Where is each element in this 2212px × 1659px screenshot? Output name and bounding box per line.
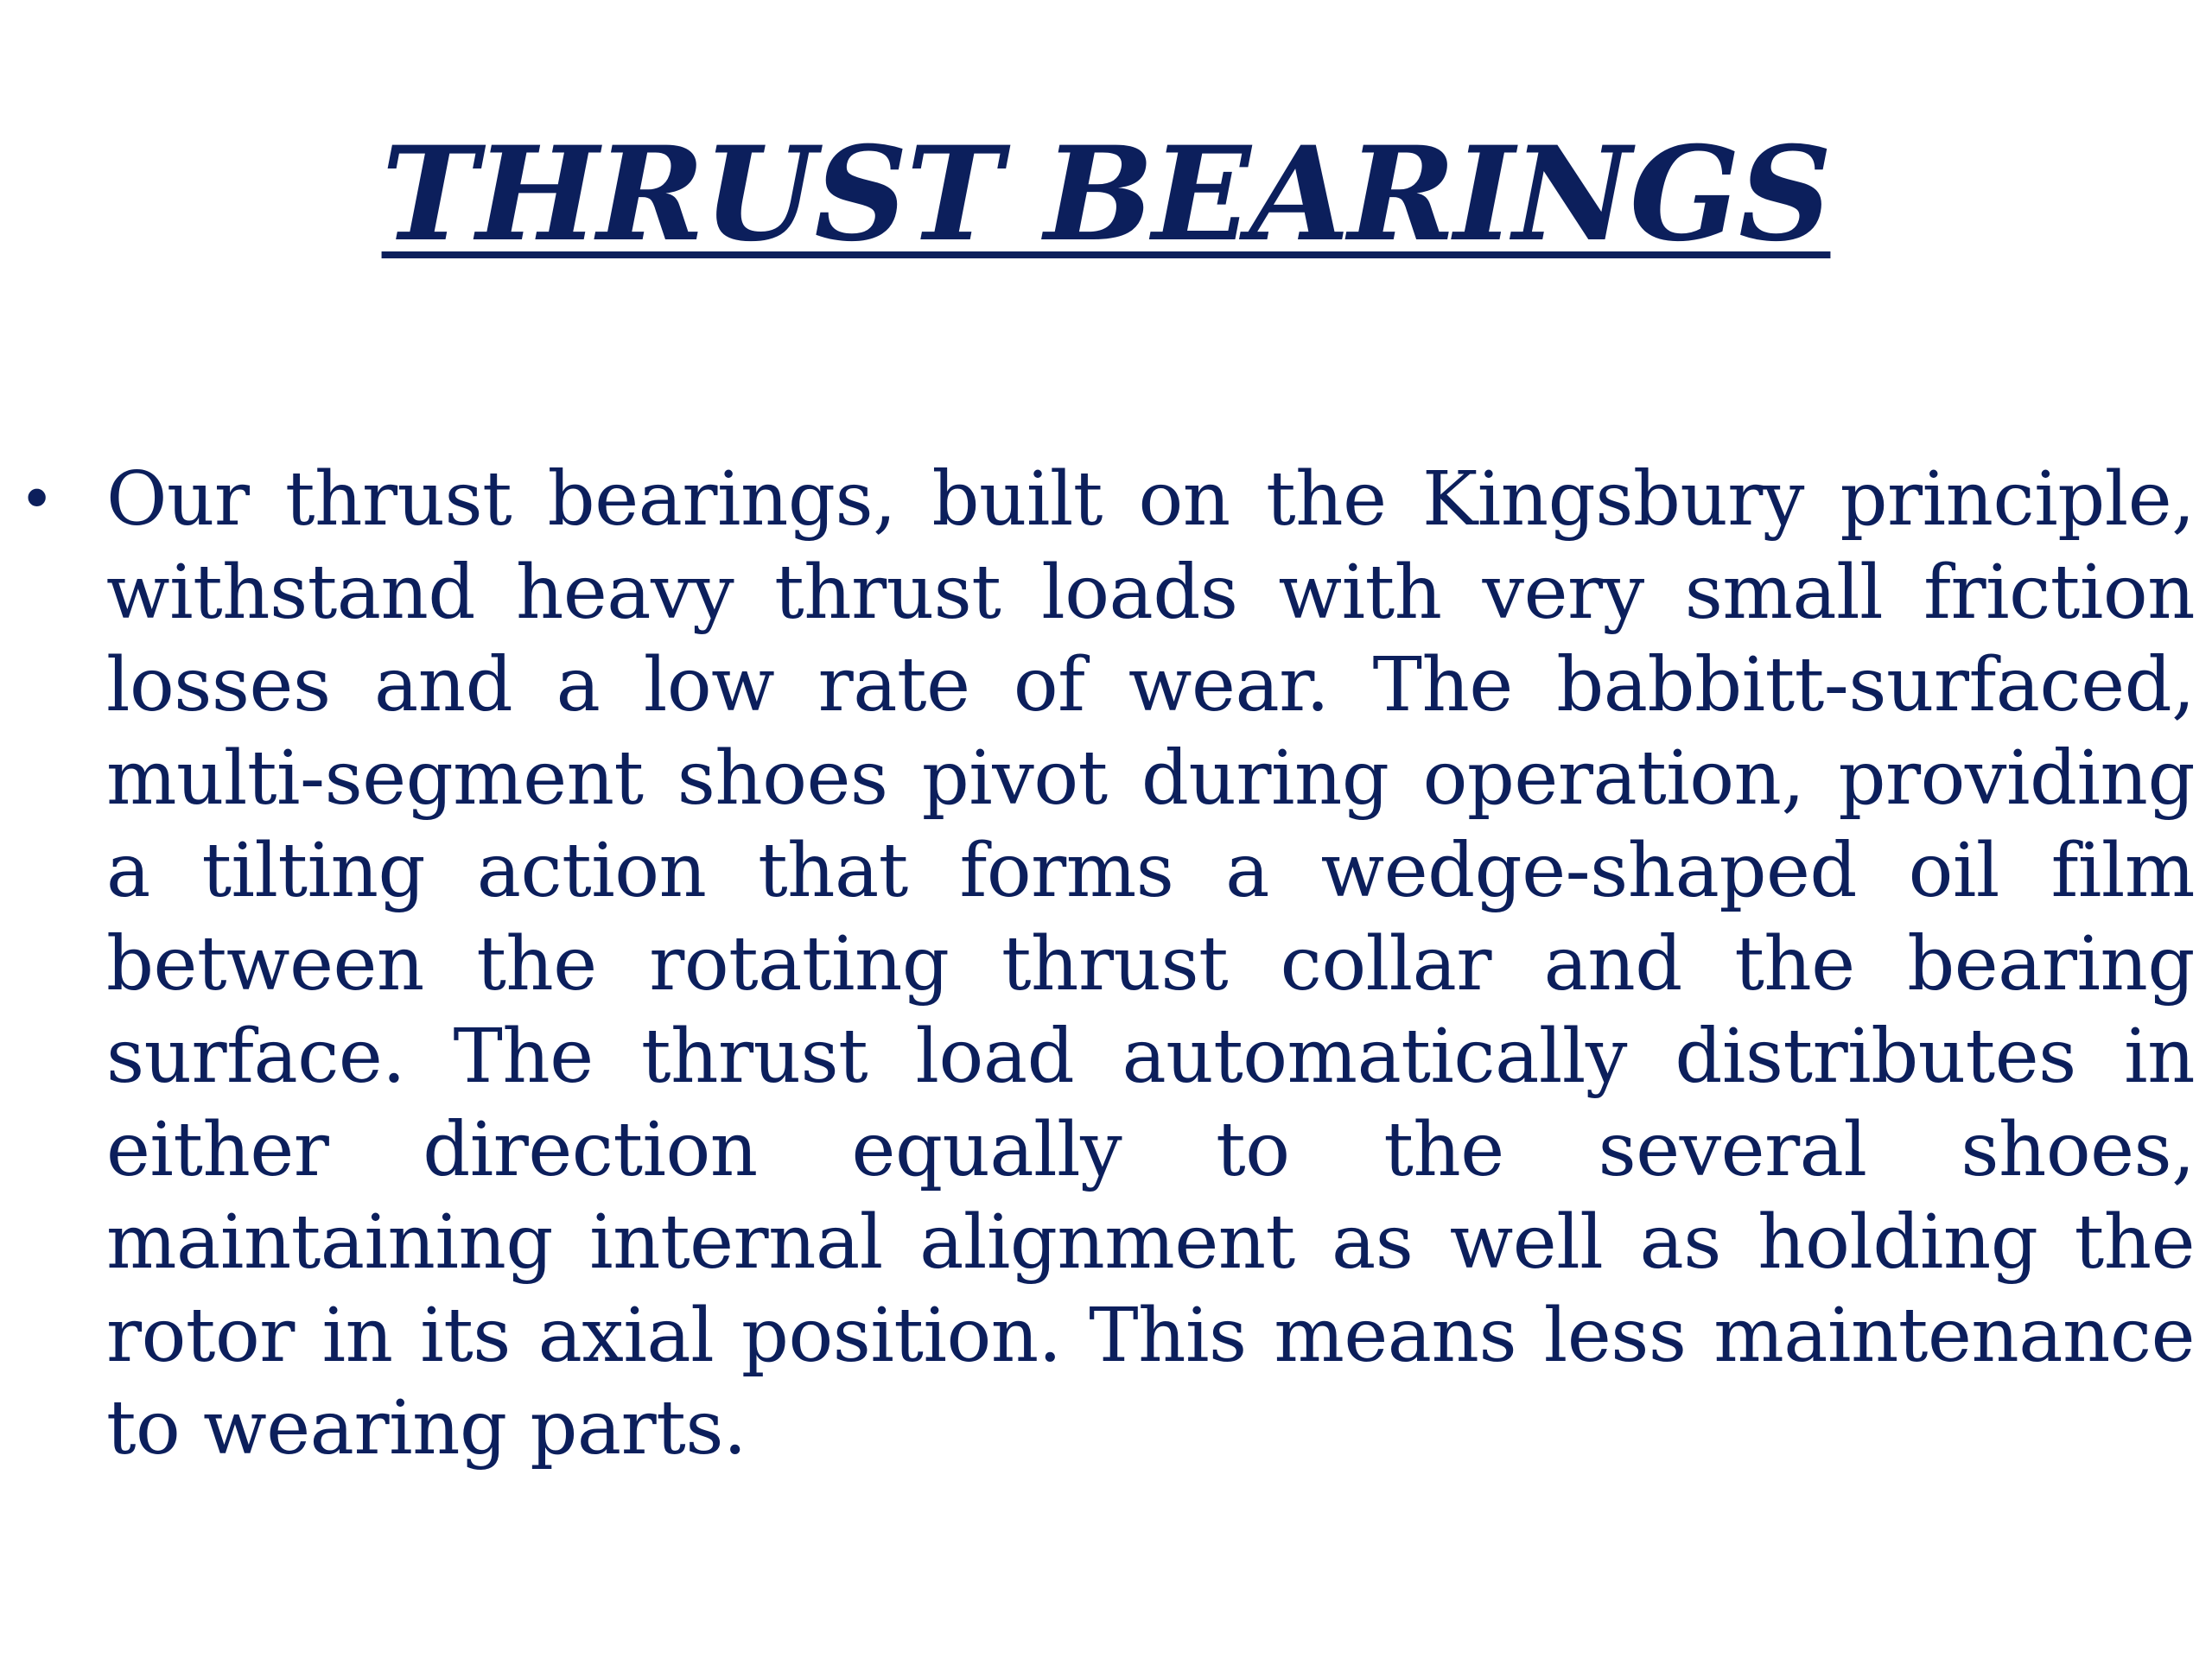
bullet-text: Our thrust bearings, built on the Kingsbury principle, withstand heavy thrust loads with very small friction losses and a low rate of wear. The babbitt-surfaced, multi-segment shoes pivot during operation, providing a tilting action that forms a wedge-shaped oil film between the rotating thrust collar and the bearing surface. The thrust load automatically distributes in either direction equally to the several shoes, maintaining internal alignment as well as holding the rotor in its axial position. This means less maintenance to wearing parts. bbox=[106, 456, 2195, 1471]
bullet-marker: • bbox=[19, 464, 54, 535]
bullet-item bbox=[0, 454, 2195, 1476]
bullet-list bbox=[0, 454, 2212, 1476]
slide-title-text: THRUST BEARINGS bbox=[381, 118, 1831, 270]
slide-title bbox=[0, 118, 2212, 270]
